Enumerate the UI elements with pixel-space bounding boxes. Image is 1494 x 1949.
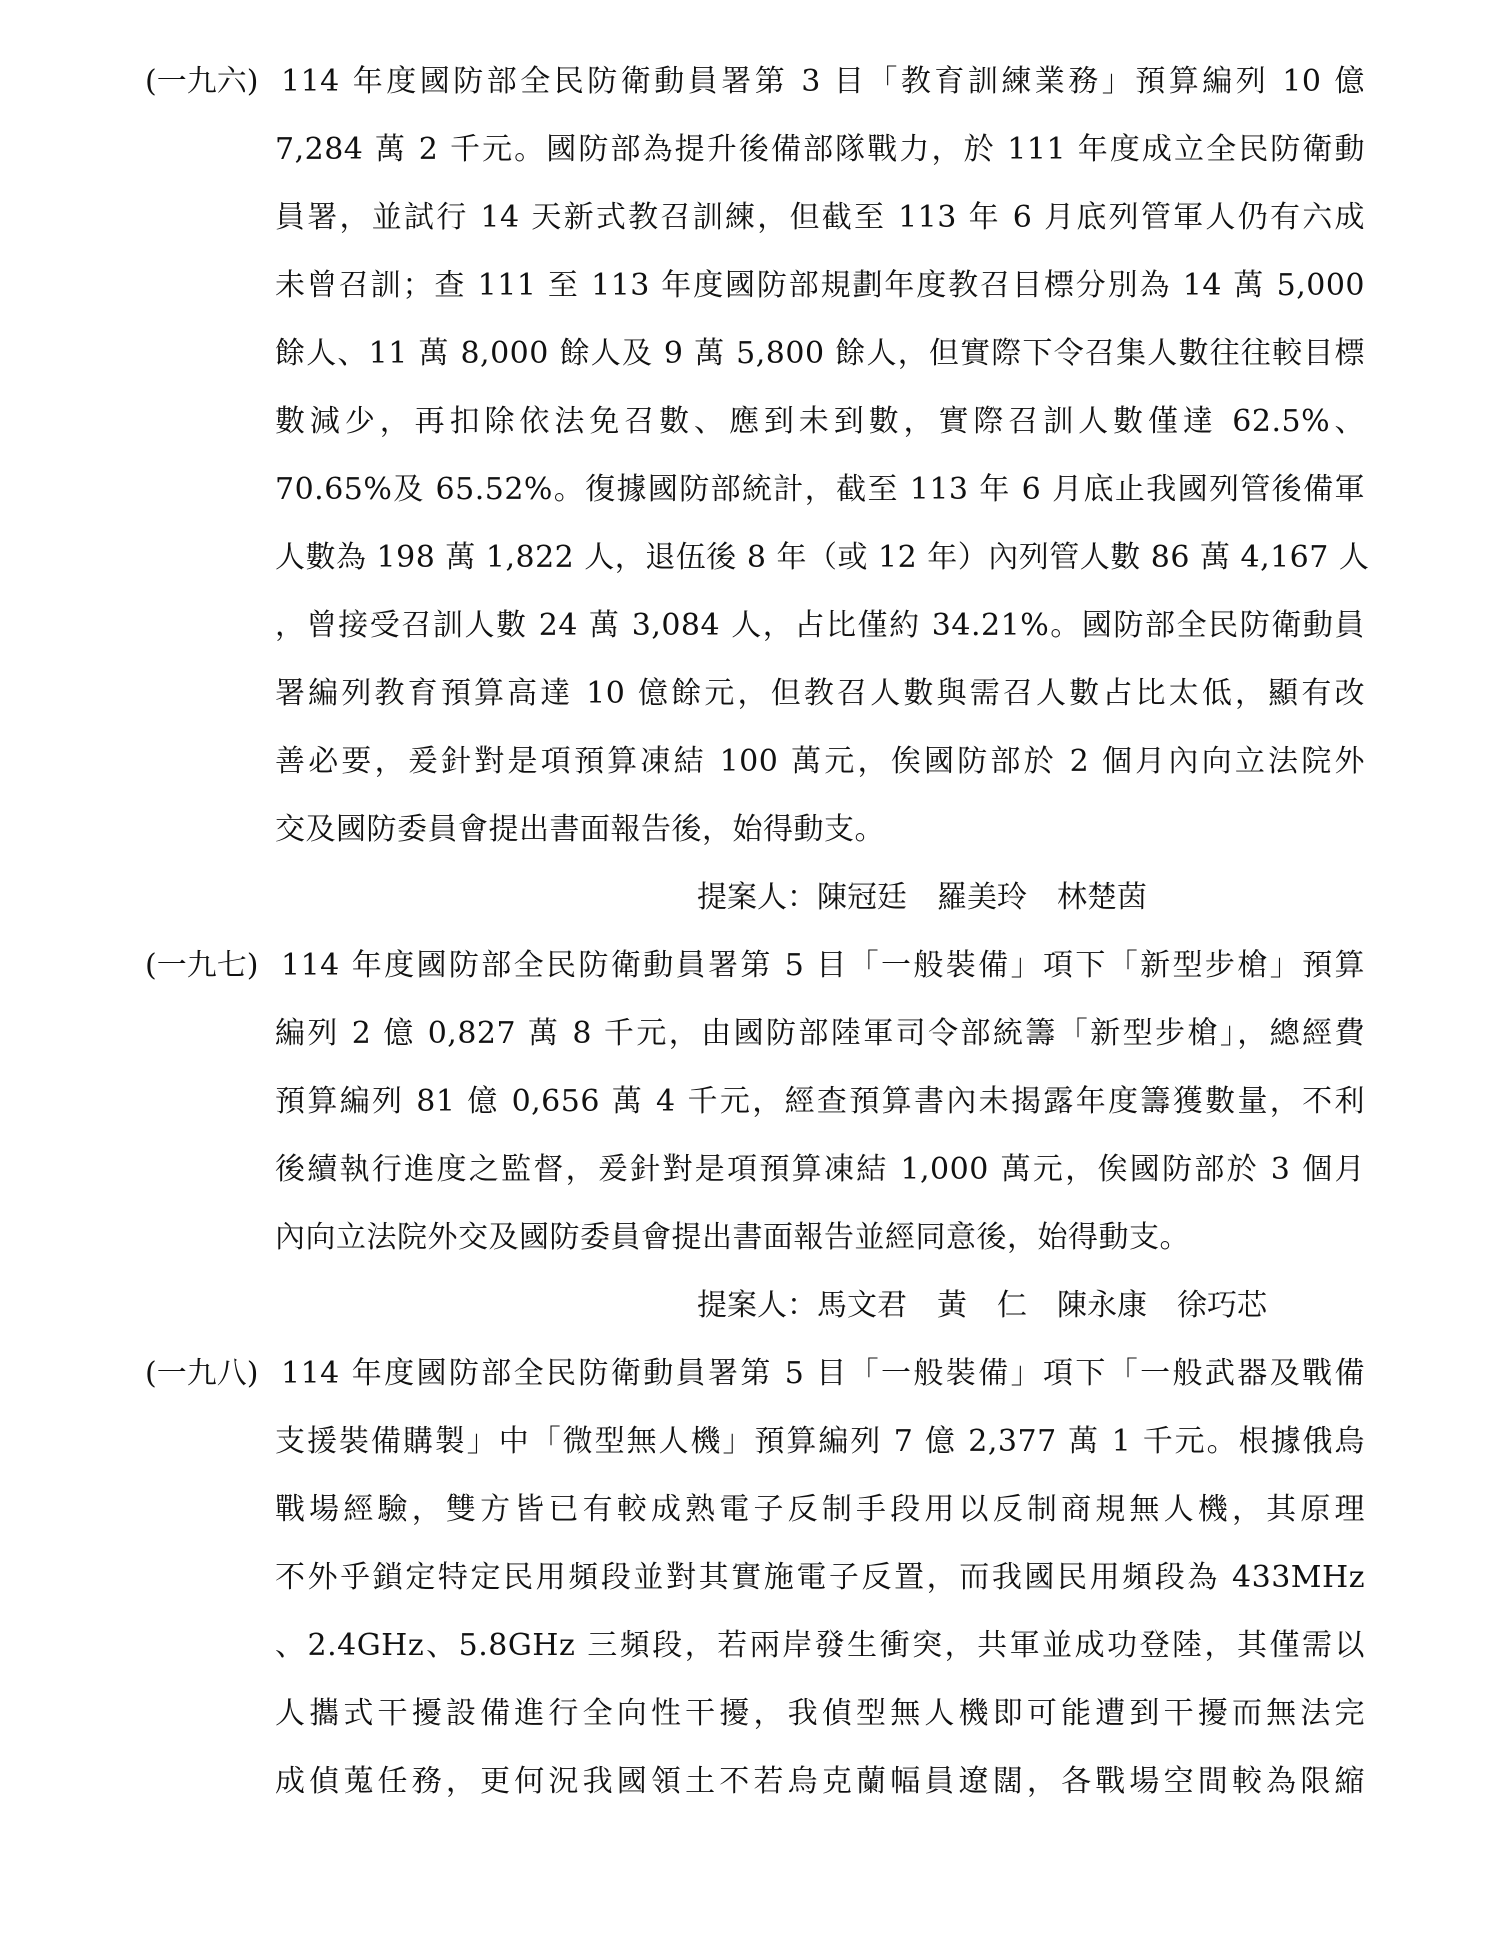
paragraph-line: 、2.4GHz、5.8GHz 三頻段，若兩岸發生衝突，共軍並成功登陸，其僅需以 [275,1628,1365,1663]
paragraph-line: 善必要，爰針對是項預算凍結 100 萬元，俟國防部於 2 個月內向立法院外 [275,744,1365,779]
paragraph-line: 114 年度國防部全民防衛動員署第 5 目「一般裝備」項下「新型步槍」預算 [281,948,1365,983]
paragraph-line: 戰場經驗，雙方皆已有較成熟電子反制手段用以反制商規無人機，其原理 [275,1492,1365,1527]
paragraph-line: 後續執行進度之監督，爰針對是項預算凍結 1,000 萬元，俟國防部於 3 個月 [275,1152,1365,1187]
paragraph-line: 不外乎鎖定特定民用頻段並對其實施電子反置，而我國民用頻段為 433MHz [275,1560,1365,1595]
paragraph-line: 內向立法院外交及國防委員會提出書面報告並經同意後，始得動支。 [275,1220,1190,1255]
paragraph-line: 編列 2 億 0,827 萬 8 千元，由國防部陸軍司令部統籌「新型步槍」，總經費 [275,1016,1365,1051]
paragraph-line: ，曾接受召訓人數 24 萬 3,084 人，占比僅約 34.21%。國防部全民防衛動員 [275,608,1365,643]
paragraph-line: 交及國防委員會提出書面報告後，始得動支。 [275,812,885,847]
paragraph-line: 70.65%及 65.52%。復據國防部統計，截至 113 年 6 月底止我國列管後備軍 [275,472,1365,507]
proposer-line: 提案人：馬文君 黃 仁 陳永康 徐巧芯 [697,1288,1267,1323]
paragraph-line: 餘人、11 萬 8,000 餘人及 9 萬 5,800 餘人，但實際下令召集人數往往較目標 [275,336,1365,371]
paragraph-line: 114 年度國防部全民防衛動員署第 3 目「教育訓練業務」預算編列 10 億 [281,64,1365,99]
paragraph-line: 114 年度國防部全民防衛動員署第 5 目「一般裝備」項下「一般武器及戰備 [281,1356,1365,1391]
paragraph-line: 人數為 198 萬 1,822 人，退伍後 8 年（或 12 年）內列管人數 86 萬 4,167 人 [275,540,1370,575]
paragraph-line: 署編列教育預算高達 10 億餘元，但教召人數與需召人數占比太低，顯有改 [275,676,1365,711]
proposer-line: 提案人：陳冠廷 羅美玲 林楚茵 [697,880,1147,915]
item-label-196: (一九六) [145,64,259,99]
paragraph-line: 7,284 萬 2 千元。國防部為提升後備部隊戰力，於 111 年度成立全民防衛動 [275,132,1365,167]
paragraph-line: 員署，並試行 14 天新式教召訓練，但截至 113 年 6 月底列管軍人仍有六成 [275,200,1365,235]
paragraph-line: 人攜式干擾設備進行全向性干擾，我偵型無人機即可能遭到干擾而無法完 [275,1696,1365,1731]
paragraph-line: 支援裝備購製」中「微型無人機」預算編列 7 億 2,377 萬 1 千元。根據俄烏 [275,1424,1365,1459]
paragraph-line: 預算編列 81 億 0,656 萬 4 千元，經查預算書內未揭露年度籌獲數量，不利 [275,1084,1365,1119]
paragraph-line: 成偵蒐任務，更何況我國領土不若烏克蘭幅員遼闊，各戰場空間較為限縮 [275,1764,1365,1799]
paragraph-line: 未曾召訓；查 111 至 113 年度國防部規劃年度教召目標分別為 14 萬 5,000 [275,268,1365,303]
item-label-197: (一九七) [145,948,259,983]
item-label-198: (一九八) [145,1356,259,1391]
paragraph-line: 數減少，再扣除依法免召數、應到未到數，實際召訓人數僅達 62.5%、 [275,404,1365,439]
